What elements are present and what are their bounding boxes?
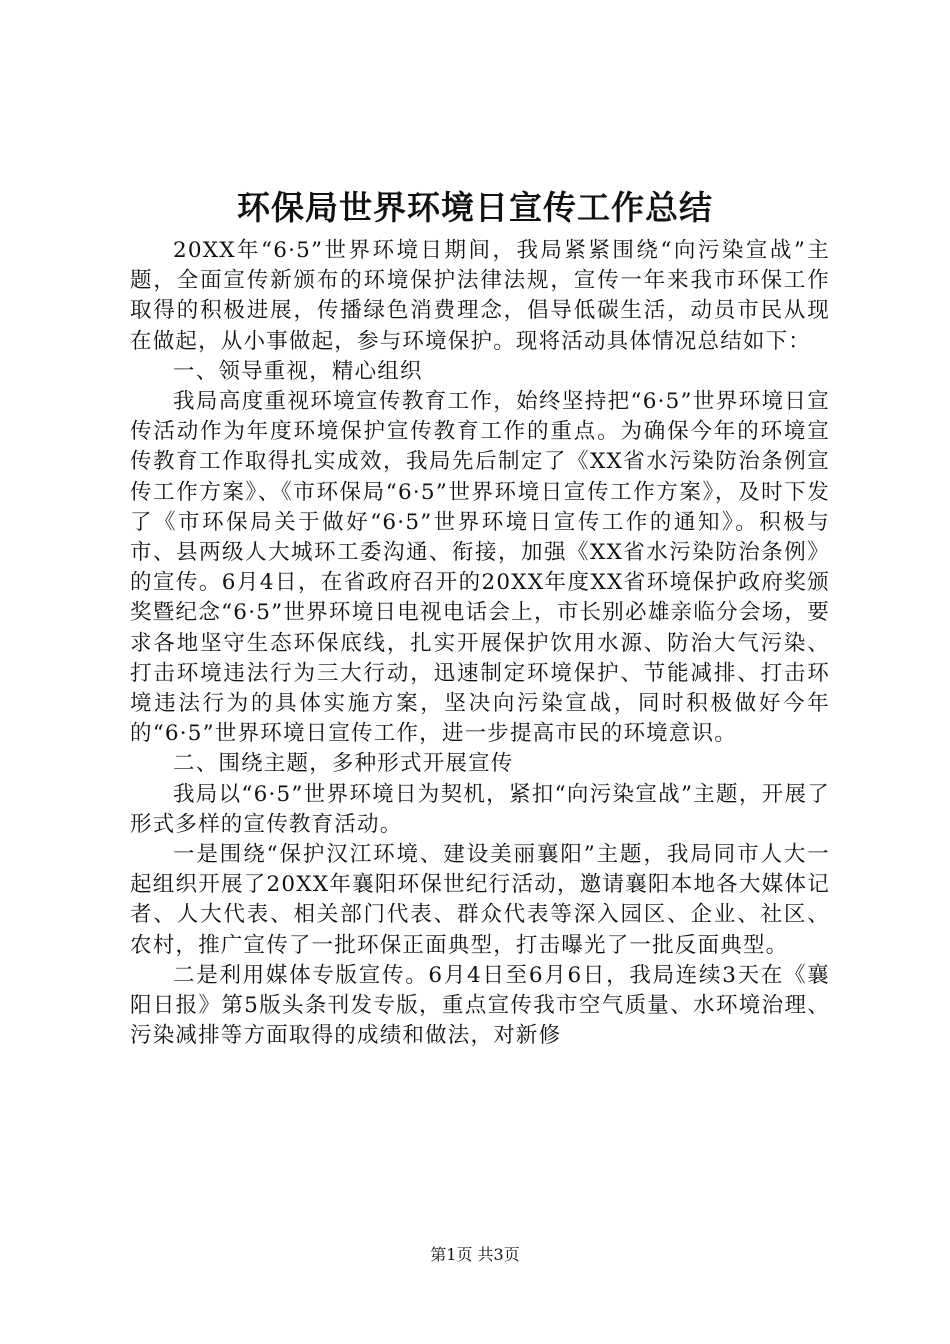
paragraph-intro: 20XX年“6·5”世界环境日期间，我局紧紧围绕“向污染宣战”主题，全面宣传新颁布的环境保护法律法规，宣传一年来我市环保工作取得的积极进展，传播绿色消费理念，倡导低碳生活，动员市民从现在做起，从小事做起，参与环境保护。现将活动具体情况总结如下： [130,238,830,354]
section-heading-2: 二、围绕主题，多种形式开展宣传 [173,751,514,777]
section-heading-1: 一、领导重视，精心组织 [173,358,423,384]
paragraph-item-1: 一是围绕“保护汉江环境、建设美丽襄阳”主题，我局同市人大一起组织开展了20XX年襄阳环保世纪行活动，邀请襄阳本地各大媒体记者、人大代表、相关部门代表、群众代表等深入园区、企业、社区、农村，推广宣传了一批环保正面典型，打击曝光了一批反面典型。 [130,842,830,958]
paragraph-item-2: 二是利用媒体专版宣传。6月4日至6月6日，我局连续3天在《襄阳日报》第5版头条刊发专版，重点宣传我市空气质量、水环境治理、污染减排等方面取得的成绩和做法，对新修 [130,962,830,1049]
page-number-footer: 第1页 共3页 [430,1245,520,1264]
document-title: 环保局世界环境日宣传工作总结 [237,188,713,227]
paragraph-section-2-intro: 我局以“6·5”世界环境日为契机，紧扣“向污染宣战”主题，开展了形式多样的宣传教育活动。 [130,781,830,837]
document-body [130,236,830,1051]
paragraph-section-1: 我局高度重视环境宣传教育工作，始终坚持把“6·5”世界环境日宣传活动作为年度环境保护宣传教育工作的重点。为确保今年的环境宣传教育工作取得扎实成效，我局先后制定了《XX省水污染防治条例宣传工作方案》、《市环保局“6·5”世界环境日宣传工作方案》，及时下发了《市环保局关于做好“6·5”世界环境日宣传工作的通知》。积极与市、县两级人大城环工委沟通、衔接，加强《XX省水污染防治条例》的宣传。6月4日，在省政府召开的20XX年度XX省环境保护政府奖颁奖暨纪念“6·5”世界环境日电视电话会上，市长别必雄亲临分会场，要求各地坚守生态环保底线，扎实开展保护饮用水源、防治大气污染、打击环境违法行为三大行动，迅速制定环境保护、节能减排、打击环境违法行为的具体实施方案，坚决向污染宣战，同时积极做好今年的“6·5”世界环境日宣传工作，进一步提高市民的环境意识。 [130,389,830,747]
